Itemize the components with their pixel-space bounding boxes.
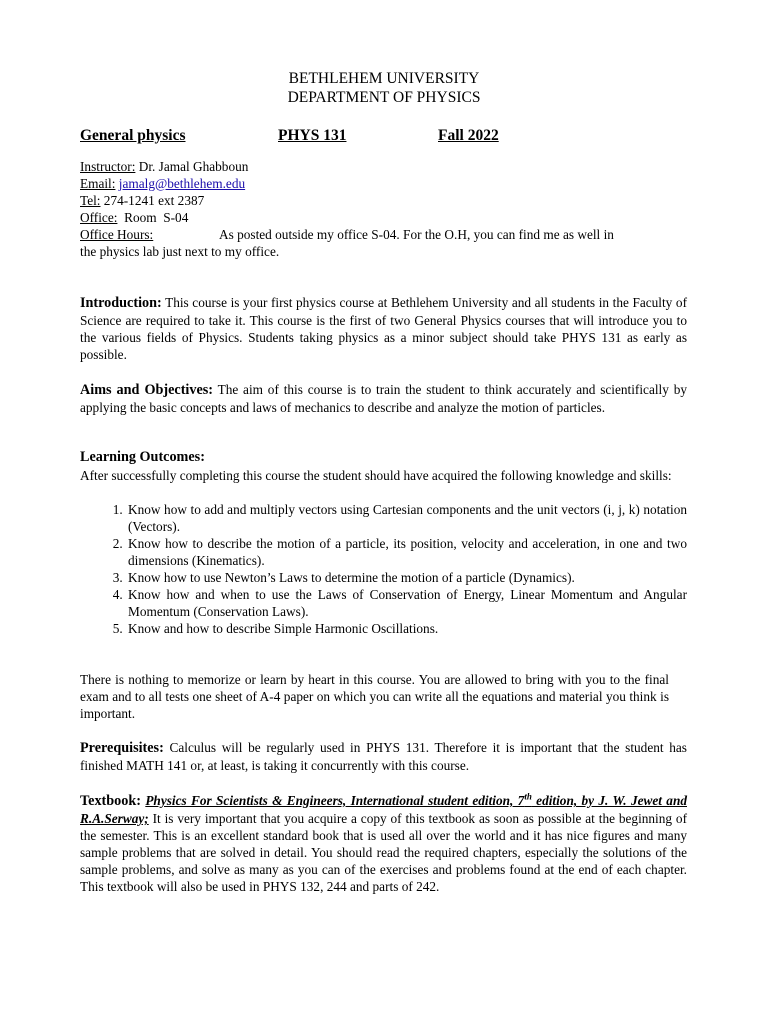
memorize-paragraph: There is nothing to memorize or learn by heart in this course. You are allowed to bring with you to the final exam and to all tests one sheet of A-4 paper on which you can write all the equations and material you think is important. <box>80 672 669 721</box>
tel-value: 274-1241 ext 2387 <box>100 193 205 208</box>
instructor-line <box>80 158 248 175</box>
instructor-label: Instructor: <box>80 159 136 174</box>
outcome-item: 3. Know how to use Newton’s Laws to determine the motion of a particle (Dynamics). <box>126 569 687 586</box>
introduction-paragraph <box>80 294 687 363</box>
office-line <box>80 209 188 226</box>
office-hours-label: Office Hours: <box>80 227 154 242</box>
outcome-item: 4. Know how and when to use the Laws of Conservation of Energy, Linear Momentum and Angular Momentum (Conservation Laws). <box>126 586 687 620</box>
textbook-paragraph <box>80 792 687 895</box>
outcomes-heading: Learning Outcomes: <box>80 449 205 465</box>
email-link[interactable]: jamalg@bethlehem.edu <box>118 176 246 191</box>
introduction-text: This course is your first physics course at Bethlehem University and all students in the Faculty of Science are required to take it. This course is the first of two General Physics courses that will introduce you to the various fields of Physics. Students taking physics as a minor subject should take PHYS 131 as early as possible. <box>80 295 687 362</box>
outcomes-intro: After successfully completing this course the student should have acquired the following knowledge and skills: <box>80 468 672 483</box>
university-name: BETHLEHEM UNIVERSITY <box>288 70 480 87</box>
office-hours-line <box>80 226 153 243</box>
email-label: Email: <box>80 176 116 191</box>
aims-paragraph <box>80 381 687 416</box>
prerequisites-paragraph <box>80 739 687 774</box>
course-term: Fall 2022 <box>438 127 499 144</box>
course-code: PHYS 131 <box>278 127 347 144</box>
textbook-title-sup: th <box>524 791 532 802</box>
office-hours-value: As posted outside my office S-04. For the O.H, you can find me as well in <box>219 227 614 242</box>
outcomes-list <box>80 501 687 637</box>
department-name: DEPARTMENT OF PHYSICS <box>287 89 481 106</box>
office-hours-value-cont: the physics lab just next to my office. <box>80 244 280 259</box>
outcome-item: 2. Know how to describe the motion of a particle, its position, velocity and acceleration, in one and two dimensions (Kinematics). <box>126 535 687 569</box>
email-line <box>80 175 245 192</box>
outcome-item: 5. Know and how to describe Simple Harmonic Oscillations. <box>126 620 687 637</box>
introduction-heading: Introduction: <box>80 295 162 311</box>
textbook-text: It is very important that you acquire a copy of this textbook as soon as possible at the beginning of the semester. This is an excellent standard book that is used all over the world and it has nice figures and many sample problems that are solved in detail. You should read the required chapters, especially the solutions of the sample problems, and solve as many as you can of the exercises and problems found at the end of each chapter. This textbook will also be used in PHYS 132, 244 and parts of 242. <box>80 811 687 894</box>
aims-text: The aim of this course is to train the student to think accurately and scientifically by applying the basic concepts and laws of mechanics to describe and analyze the motion of particles. <box>80 382 687 415</box>
tel-line <box>80 192 204 209</box>
textbook-heading: Textbook: <box>80 793 141 809</box>
instructor-name: Dr. Jamal Ghabboun <box>135 159 249 174</box>
outcome-item: 1. Know how to add and multiply vectors using Cartesian components and the unit vectors (i, j, k) notation (Vectors). <box>126 501 687 535</box>
textbook-title-part1: Physics For Scientists & Engineers, International student edition, 7 <box>145 793 525 808</box>
textbook-title-part2: edition, by J. W. Jewet and R.A.Serway; <box>80 793 687 826</box>
prerequisites-heading: Prerequisites: <box>80 740 164 756</box>
prerequisites-text: Calculus will be regularly used in PHYS 131. Therefore it is important that the student has finished MATH 141 or, at least, is taking it concurrently with this course. <box>80 740 687 773</box>
office-label: Office: <box>80 210 118 225</box>
tel-label: Tel: <box>80 193 101 208</box>
course-title: General physics <box>80 127 186 144</box>
aims-heading: Aims and Objectives: <box>80 382 214 398</box>
office-value: Room S-04 <box>117 210 189 225</box>
